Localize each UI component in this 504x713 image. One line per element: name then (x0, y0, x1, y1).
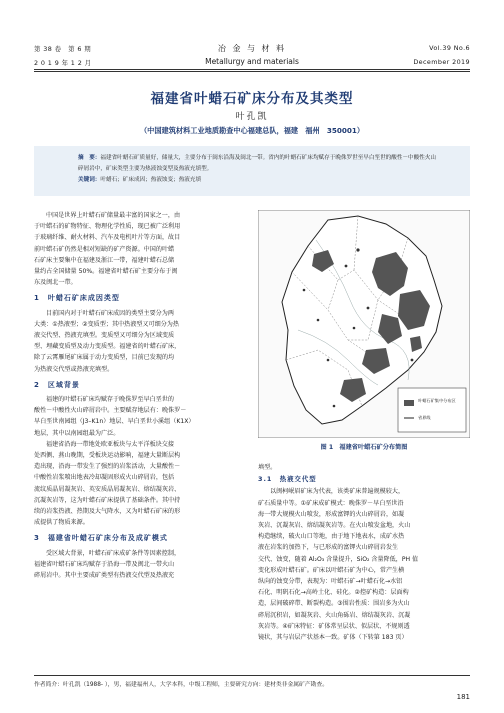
text-line: 福建的叶蜡石矿床均赋存于晚侏罗至早白垩世的 (46, 396, 174, 404)
text-line: 镜状，其与岩层产状基本一致。矿体（下转第 183 页） (258, 634, 408, 642)
text-line: 纵向的蚀变分带，表现为：叶蜡石矿→叶蜡石化→水铝 (258, 578, 403, 586)
text-line: 灰岩、沉凝灰岩、熔结凝灰岩等。在火山喷发盆地，火山 (258, 522, 411, 530)
paper-affiliation: （中国建筑材料工业地质勘查中心福建总队，福建 福州 350001） (139, 126, 365, 135)
text-line: 于玻璃纤维、耐火材料、汽车及电机叶片等方面，故目 (34, 234, 181, 242)
text-line: 灰岩等。④矿床特征：矿体常呈层状、似层状、不规则透 (258, 622, 410, 630)
section-3-paragraph (34, 548, 246, 582)
text-line: 为热液交代型或热液充填型。 (34, 365, 114, 373)
intro-paragraph (34, 210, 246, 288)
text-line: 续的岩浆热液、热期及大气降水，又为叶蜡石矿床的形 (34, 508, 181, 516)
header-rule-top (34, 69, 470, 70)
text-line: 福建省叶蜡石矿床均赋存于沿海一带及闽北一带火山 (34, 560, 175, 568)
subsection-3-1-paragraph (258, 486, 470, 643)
header-rule-bottom (34, 71, 470, 72)
left-column (34, 210, 246, 581)
text-line: 酸性－中酸性火山碎屑岩中。主要赋存地层有：晚侏罗－ (34, 407, 187, 415)
section-2-heading: 2 区域背景 (34, 380, 80, 389)
footnote-rule (34, 675, 470, 676)
text-line: 除了云霄雁尾矿床属于动力变质型，目前已发现的均 (34, 354, 175, 362)
text-line: 量约占全国储量 50%。福建省叶蜡石矿主要分布于闽 (34, 268, 178, 276)
author-footnote: 作者简介：叶孔凯（1988- ），男，福建福州人，大学本科，中级工程师，主要研究方向：建材类非金属矿产勘查。 (34, 682, 329, 688)
subsection-3-1-heading: 3.1 热液交代型 (258, 475, 317, 484)
section-3-heading: 3 福建省叶蜡石矿床分布及成矿模式 (34, 534, 168, 543)
abstract (78, 153, 438, 186)
text-line: 碎屑岩中。其中主要成矿类型有热液交代型及热液充 (34, 572, 175, 580)
text-line: 型、埋藏变质型及动力变质型。福建省的叶蜡石矿床， (34, 343, 181, 351)
text-line: 以闽柯岷眉矿床为代表，该类矿床普遍规模较大， (270, 488, 405, 496)
text-line: 于叶蜡石的矿物特征、物理化学性质，现已被广泛利用 (34, 223, 181, 231)
text-line: 液交代型、热液充填型。变质型又可细分为区域变质 (34, 332, 175, 340)
text-line: 交代、蚀变，随着 Al₂O₃ 含量提升，SiO₂ 含量降低，PH 值 (258, 555, 419, 563)
text-line: 填型。 (258, 464, 277, 471)
keywords-label: 关键词： (78, 177, 101, 183)
abstract-text: 福建省叶蜡石矿质量好，储量大，主要分布于闽东沿海及闽北一带。省内的叶蜡石矿床均赋存于晚侏罗世至早白垩世的酸性－中酸性火山碎屑岩中，矿床类型主要为热液蚀变型及热液充填型。 (78, 155, 437, 172)
right-column (258, 462, 470, 643)
text-line: 液在岩浆的加热下，与已形成的富钾火山碎屑岩发生 (258, 544, 399, 552)
journal-title-cn: 冶 金 与 材 料 (217, 44, 287, 53)
text-line: 石化、明矾石化→高岭土化、硅化。②控矿构造：层面构 (258, 589, 409, 597)
text-line: 构造继续，破火山口等地，由于地下地表水，成矿水热 (258, 533, 405, 541)
text-line: 碎屑沉积岩，如凝灰岩、火山角砾岩、熔结凝灰岩、沉凝 (258, 611, 411, 619)
section-2-paragraph (34, 394, 246, 528)
text-line: 处西侧、燕山晚期，受板块运动影响，福建大量断层构 (34, 452, 181, 460)
text-line: 受区域大背景，叶蜡石矿床成矿条件等因素控制， (46, 549, 181, 557)
text-line: 变化形成叶蜡石矿。矿床以叶蜡石矿为中心，常产生横 (258, 566, 405, 574)
section-1-heading: 1 叶蜡石矿床成因类型 (34, 294, 120, 303)
date-cn: 2 0 1 9 年 1 2 月 (34, 59, 92, 67)
text-line: 流纹质晶屑凝灰岩、英安质晶屑凝灰岩、熔结凝灰岩、 (34, 485, 181, 493)
paper-title: 福建省叶蜡石矿床分布及其类型 (150, 91, 354, 107)
section-1-paragraph (34, 308, 246, 375)
keywords-text: 叶蜡石；矿床成因；热液蚀变；热液充填 (100, 177, 202, 183)
text-line: 石矿床主要集中在福建及浙江一带，福建叶蜡石总储 (34, 256, 175, 264)
figure-map (258, 210, 470, 438)
text-line: 前叶蜡石矿仍然是相对短缺的矿产资源。中国的叶蜡 (34, 245, 175, 253)
text-line: 大类：①热液型；②变质型；其中热液型又可细分为热 (34, 320, 179, 328)
text-line: 中酸性岩浆喷出地表冷却凝固形成火山碎屑岩，包括 (34, 474, 175, 482)
text-line: 早白垩世南园组（J3–K1n）地层、早白垩世小溪组（K1X） (34, 418, 195, 426)
volume-issue-cn: 第 38 卷 第 6 期 (34, 45, 92, 53)
legend-swatch-mineral (404, 400, 414, 406)
page-number: 181 (456, 693, 470, 701)
figure-caption: 图 1 福建省叶蜡石矿分布简图 (320, 444, 408, 451)
text-line: 东及闽北一带。 (34, 279, 77, 287)
text-line: 目前国内对于叶蜡石矿床成因的类型主要分为两 (46, 309, 174, 317)
text-line: 造，层间破碎带、断裂构造。③围岩性质：围岩多为火山 (258, 600, 410, 608)
text-line: 海一带大规模火山喷发，形成富钾的火山碎屑岩，如凝 (258, 510, 405, 518)
legend-item-boundary: 省界线 (418, 415, 431, 420)
text-line: 福建省沿海一带地处欧亚板块与太平洋板块交接 (46, 440, 174, 448)
legend-box (398, 388, 466, 432)
volume-issue-en: Vol.39 No.6 (429, 44, 470, 52)
date-en: December 2019 (413, 58, 470, 66)
text-line: 成提供了物质来源。 (34, 519, 89, 527)
text-line: 矿石质量中等。①矿床成矿模式：晚侏罗－早白垩世沿 (258, 499, 404, 507)
legend-item-mineral: 叶蜡石矿集中分布区 (418, 398, 456, 403)
text-line: 中国是世界上叶蜡石矿储量最丰富的国家之一，由 (46, 212, 181, 219)
text-line: 沉凝灰岩等，这为叶蜡石矿床提供了基础条件。其中持 (34, 496, 181, 504)
paper-author: 叶孔凯 (235, 112, 269, 122)
abstract-label: 摘 要： (78, 155, 101, 161)
text-line: 造出现，沿海一带发生了强烈的岩浆活动，大量酸性－ (34, 463, 181, 471)
journal-title-en: Metallurgy and materials (205, 57, 299, 66)
text-line: 地层，其中以南园组最为广泛。 (34, 429, 120, 437)
